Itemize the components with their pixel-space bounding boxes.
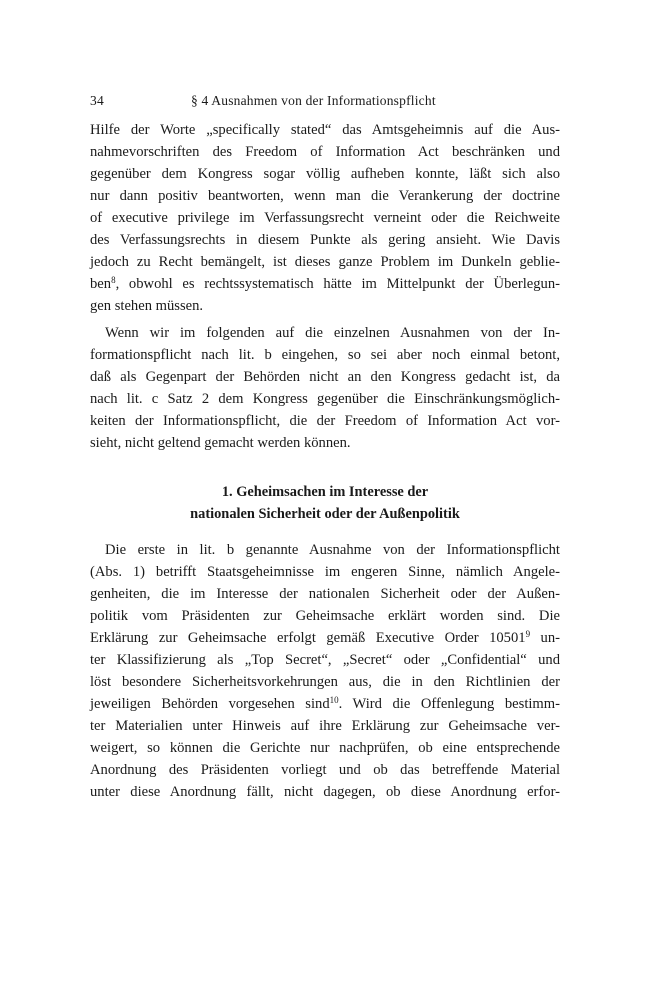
text-line: of executive privilege im Verfassungsrecht verneint oder die Reichweite: [90, 210, 560, 226]
text-line: des Verfassungsrechts in diesem Punkte als gering ansieht. Wie Davis: [90, 232, 560, 248]
text-line: [90, 273, 560, 295]
text-line: gegenüber dem Kongress sogar völlig aufheben konnte, läßt sich also: [90, 166, 560, 182]
text-fragment: . Wird die Offenlegung bestimm-: [338, 696, 560, 712]
text-line: nach lit. c Satz 2 dem Kongress gegenüber die Einschränkungsmöglich-: [90, 391, 560, 407]
running-header: [90, 93, 560, 113]
text-line: ter Materialien unter Hinweis auf ihre Erklärung zur Geheimsache ver-: [90, 718, 560, 734]
heading-line: nationalen Sicherheit oder der Außenpolitik: [190, 506, 460, 522]
text-fragment: ben: [90, 276, 112, 292]
text-line: (Abs. 1) betrifft Staatsgeheimnisse im engeren Sinne, nämlich Angele-: [90, 564, 560, 580]
text-line: weigert, so können die Gerichte nur nachprüfen, ob eine entsprechende: [90, 740, 560, 756]
text-fragment: jeweiligen Behörden vorgesehen sind: [90, 696, 330, 712]
running-title: § 4 Ausnahmen von der Informationspflicht: [191, 93, 436, 108]
text-line: formationspflicht nach lit. b eingehen, so sei aber noch einmal betont,: [90, 347, 560, 363]
text-line: keiten der Informationspflicht, die der Freedom of Information Act vor-: [90, 413, 560, 429]
text-line: Anordnung des Präsidenten vorliegt und ob das betreffende Material: [90, 762, 560, 778]
text-line: [90, 693, 560, 715]
page-number: 34: [90, 93, 104, 108]
text-fragment: , obwohl es rechtssystematisch hätte im Mittelpunkt der Überlegun-: [115, 276, 560, 292]
text-line: ter Klassifizierung als „Top Secret“, „Secret“ oder „Confidential“ und: [90, 652, 560, 668]
text-line: gen stehen müssen.: [90, 298, 204, 314]
text-fragment: Erklärung zur Geheimsache erfolgt gemäß Executive Order 10501: [90, 630, 526, 646]
text-line: jedoch zu Recht bemängelt, ist dieses ganze Problem im Dunkeln geblie-: [90, 254, 560, 270]
text-line: nur dann positiv beantworten, wenn man die Verankerung der doctrine: [90, 188, 560, 204]
text-line: nahmevorschriften des Freedom of Information Act beschränken und: [90, 144, 560, 160]
text-line: Die erste in lit. b genannte Ausnahme von der Informationspflicht: [105, 542, 560, 558]
text-line: unter diese Anordnung fällt, nicht dagegen, ob diese Anordnung erfor-: [90, 784, 560, 800]
footnote-ref[interactable]: 8: [111, 275, 116, 285]
footnote-ref[interactable]: 9: [525, 629, 531, 639]
text-line: daß als Gegenpart der Behörden nicht an den Kongress gedacht ist, da: [90, 369, 560, 385]
text-line: [90, 627, 560, 649]
text-line: politik vom Präsidenten zur Geheimsache erklärt worden sind. Die: [90, 608, 560, 624]
text-line: sieht, nicht geltend gemacht werden können.: [90, 435, 351, 451]
text-fragment: un-: [530, 630, 561, 646]
text-line: genheiten, die im Interesse der nationalen Sicherheit oder der Außen-: [90, 586, 560, 602]
text-line: Wenn wir im folgenden auf die einzelnen Ausnahmen von der In-: [105, 325, 560, 341]
text-line: löst besondere Sicherheitsvorkehrungen aus, die in den Richtlinien der: [90, 674, 560, 690]
footnote-ref[interactable]: 10: [329, 695, 339, 705]
text-line: Hilfe der Worte „specifically stated“ das Amtsgeheimnis auf die Aus-: [90, 122, 560, 138]
heading-line: 1. Geheimsachen im Interesse der: [221, 484, 429, 500]
